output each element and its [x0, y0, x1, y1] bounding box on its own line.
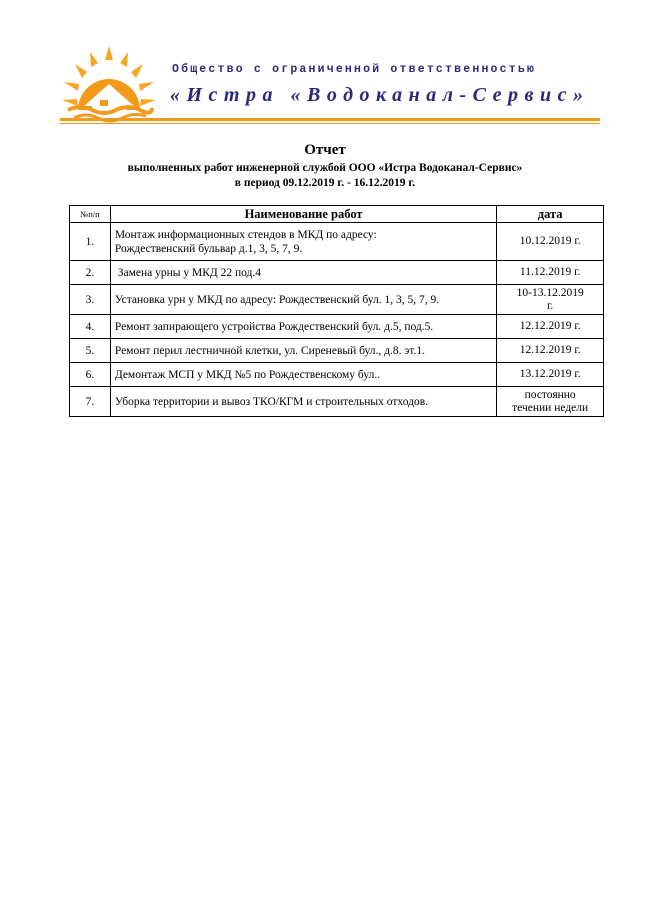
report-title: Отчет	[304, 142, 346, 158]
work-name: Ремонт перил лестничной клетки, ул. Сиреневый бул., д.8. эт.1.	[110, 339, 496, 363]
work-name	[110, 223, 496, 261]
table-row	[70, 387, 604, 417]
work-date: 12.12.2019 г.	[497, 315, 604, 339]
report-subtitle	[0, 161, 650, 191]
works-table	[69, 205, 604, 417]
work-name: Демонтаж МСП у МКД №5 по Рождественскому бул..	[110, 363, 496, 387]
work-date: 12.12.2019 г.	[497, 339, 604, 363]
company-name: «Истра «Водоканал-Сервис»	[170, 84, 590, 106]
work-name: Ремонт запирающего устройства Рождественский бул. д.5, под.5.	[110, 315, 496, 339]
table-row	[70, 363, 604, 387]
table-row	[70, 223, 604, 261]
row-number: 4.	[70, 315, 111, 339]
row-number: 1.	[70, 223, 111, 261]
column-header-work-name: Наименование работ	[110, 206, 496, 223]
work-date: 11.12.2019 г.	[497, 261, 604, 285]
table-header-row	[70, 206, 604, 223]
company-legal-form: Общество с ограниченной ответственностью	[172, 63, 537, 76]
work-name: Замена урны у МКД 22 под.4	[110, 261, 496, 285]
header-divider-thin	[60, 123, 600, 124]
header-divider	[60, 118, 600, 121]
table-row	[70, 285, 604, 315]
work-date-line: течении недели	[512, 401, 589, 414]
work-date-line: г.	[547, 299, 554, 312]
table-row	[70, 261, 604, 285]
row-number: 5.	[70, 339, 111, 363]
row-number: 7.	[70, 387, 111, 417]
work-date-line: 10-13.12.2019	[516, 286, 584, 299]
work-date	[497, 285, 604, 315]
work-date-line: постоянно	[524, 388, 576, 401]
row-number: 2.	[70, 261, 111, 285]
sun-over-house-logo	[60, 44, 158, 124]
report-subtitle-line1: выполненных работ инженерной службой ООО «Истра Водоканал-Сервис»	[127, 162, 523, 174]
column-header-number: №п/п	[70, 206, 111, 223]
row-number: 6.	[70, 363, 111, 387]
work-name-line: Монтаж информационных стендов в МКД по адресу:	[114, 228, 377, 241]
table-row	[70, 339, 604, 363]
work-date: 10.12.2019 г.	[497, 223, 604, 261]
column-header-date: дата	[497, 206, 604, 223]
report-period: в период 09.12.2019 г. - 16.12.2019 г.	[234, 177, 416, 189]
work-name: Уборка территории и вывоз ТКО/КГМ и строительных отходов.	[110, 387, 496, 417]
row-number: 3.	[70, 285, 111, 315]
work-date	[497, 387, 604, 417]
work-name: Установка урн у МКД по адресу: Рождественский бул. 1, 3, 5, 7, 9.	[110, 285, 496, 315]
table-row	[70, 315, 604, 339]
work-date: 13.12.2019 г.	[497, 363, 604, 387]
work-name-line: Рождественский бульвар д.1, 3, 5, 7, 9.	[114, 242, 303, 255]
